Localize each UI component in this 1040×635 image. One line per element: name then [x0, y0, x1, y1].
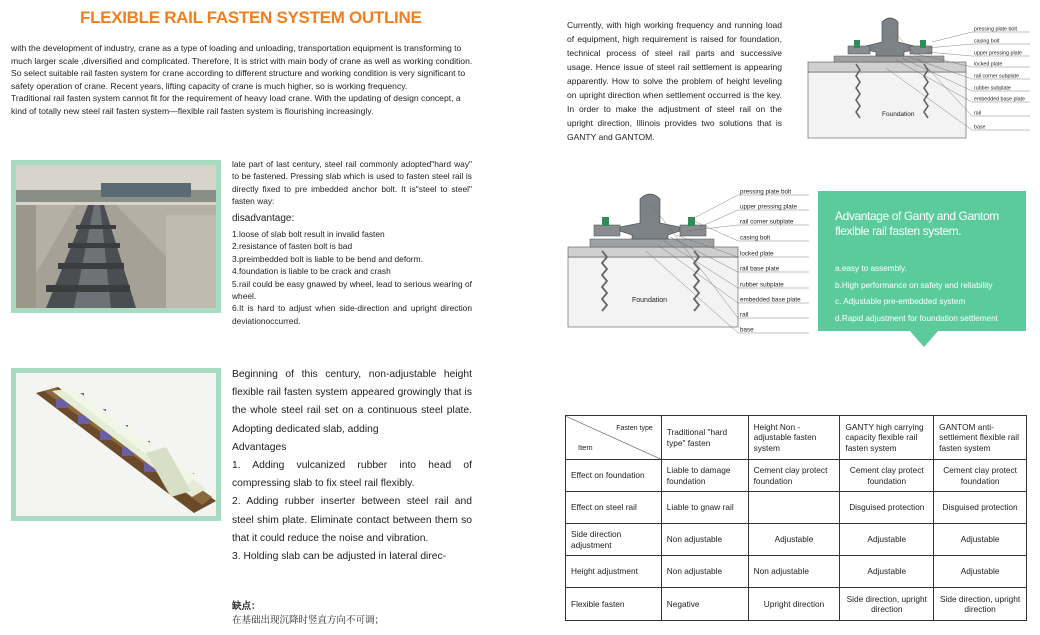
table-cell: Cement clay protect foundation: [840, 460, 934, 492]
diagram2-label: rubber subplate: [740, 281, 784, 289]
disadvantage-item: 4.foundation is liable to be crack and crash: [232, 266, 391, 277]
non-adjustable-intro: Beginning of this century, non-adjustable height flexible rail fasten system appeared growingly that is the whole steel rail set on a continuous steel plate. Adopting dedicated slab, adding: [232, 369, 472, 435]
corner-fasten-type: Fasten type: [616, 425, 653, 432]
column-header: GANTY high carrying capacity flexible rail fasten system: [840, 416, 934, 460]
disadvantage-title: disadvantage:: [232, 212, 295, 224]
table-cell: Adjustable: [840, 524, 934, 556]
diagram1-label: casing bolt: [974, 38, 1000, 45]
diagram2-label: pressing plate bolt: [740, 188, 792, 196]
table-cell: Non adjustable: [748, 556, 840, 588]
column-header: GANTOM anti-settlement flexible rail fasten system: [934, 416, 1027, 460]
diagram1-label: pressing plate bolt: [974, 26, 1017, 33]
gantom-cross-section-diagram: [566, 185, 811, 340]
diagram1-label: embedded base plate: [974, 96, 1025, 103]
intro-paragraph-2: Traditional rail fasten system cannot fit for the requirement of heavy load crane. With the updating of design concept, a kind of totally new steel rail fasten system—flexible rail fasten system is flourishing increasingly.: [11, 93, 461, 116]
disadvantage-item: 6.It is hard to adjust when side-direction and upright direction deviationoccurred.: [232, 303, 472, 326]
diagram2-label: casing bolt: [740, 234, 771, 242]
diagram2-label: base: [740, 326, 754, 334]
diagram1-label: upper pressing plate: [974, 50, 1022, 57]
chinese-disadvantage-title: 缺点：: [232, 601, 261, 612]
advantage-item: 2. Adding rubber inserter between steel rail and steel shim plate. Eliminate contact between them so that it could reduce the noise and vibration.: [232, 496, 472, 544]
table-row: [566, 556, 1027, 588]
diagram2-foundation-label: Foundation: [632, 297, 668, 304]
diagram2-label: embedded base plate: [740, 296, 801, 304]
intro-paragraph-1: with the development of industry, crane as a type of loading and unloading, transportation equipment is transforming to much larger scale ,diversified and complicated. Therefore, It is strict with main body of crane as well as working condition. So select suitable rail fasten system for crane according to different structure and working condition is very significant to safety operation of crane. Recent years, lifting capacity of crane is much higher, so is working frequency.: [11, 43, 473, 91]
table-row: [566, 492, 1027, 524]
table-cell: Side direction, upright direction: [840, 588, 934, 621]
hard-way-section: [232, 158, 472, 327]
diagram1-label: rubber subplate: [974, 85, 1011, 92]
advantage-callout-item: a.easy to assembly.: [835, 264, 907, 273]
column-header: Height Non -adjustable fasten system: [748, 416, 840, 460]
hard-way-intro: late part of last century, steel rail commonly adopted"hard way" to be fastened. Pressing slab which is used to fasten steel rail is directly fixed to pre imbedded anchor bolt. It is"steel to steel" fasten way:: [232, 159, 472, 207]
table-cell: Cement clay protect foundation: [934, 460, 1027, 492]
advantage-item: 1. Adding vulcanized rubber into head of compressing slab to fix steel rail flexibly.: [232, 460, 472, 490]
table-row: [566, 524, 1027, 556]
table-corner-cell: [566, 416, 662, 460]
table-cell: Non adjustable: [661, 556, 748, 588]
disadvantage-item: 5.rail could be easy gnawed by wheel, lead to serious wearing of wheel.: [232, 278, 472, 302]
table-cell: Liable to gnaw rail: [661, 492, 748, 524]
advantage-item: 3. Holding slab can be adjusted in lateral direc-: [232, 551, 447, 563]
table-row: [566, 460, 1027, 492]
non-adjustable-section: [232, 366, 472, 566]
advantage-callout-item: d.Rapid adjustment for foundation settlement: [835, 313, 998, 323]
row-item: Flexible fasten: [566, 588, 662, 621]
table-cell: Cement clay protect foundation: [748, 460, 840, 492]
table-cell: [748, 492, 840, 524]
advantage-callout-title: Advantage of Ganty and Gantom flexible rail fasten system.: [835, 209, 999, 238]
diagram1-label: locked plate: [974, 61, 1003, 68]
intro-text: [11, 42, 473, 118]
column-header: Traditional "hard type" fasten: [661, 416, 748, 460]
table-cell: Upright direction: [748, 588, 840, 621]
right-paragraph: Currently, with high working frequency and running load of equipment, high requirement is raised for foundation, technical process of steel rail parts and successive usage. Hence issue of steel rail settlement is appearing apparently. How to solve the problem of height leveling on upright direction when settlement occurred is the key. In order to make the adjustment of steel rail on the upright direction, Illinois provides two solutions that is GANTY and GANTOM.: [567, 20, 782, 142]
chinese-disadvantage-text: 在基础出现沉降时竖直方向不可调；: [232, 615, 385, 626]
disadvantage-item: 3.preimbedded bolt is liable to be bend and deform.: [232, 253, 423, 264]
corner-item: Item: [578, 442, 593, 452]
advantage-callout: [818, 191, 1026, 331]
table-cell: Side direction, upright direction: [934, 588, 1027, 621]
diagram2-label: rail base plate: [740, 265, 780, 273]
diagram2-label: locked plate: [740, 250, 774, 258]
table-cell: Negative: [661, 588, 748, 621]
advantage-callout-item: c. Adjustable pre-embedded system: [835, 297, 966, 306]
table-cell: Adjustable: [934, 524, 1027, 556]
advantage-callout-item: b.High performance on safety and reliability: [835, 280, 993, 290]
table-cell: Non adjustable: [661, 524, 748, 556]
table-cell: Adjustable: [748, 524, 840, 556]
table-cell: Adjustable: [934, 556, 1027, 588]
disadvantage-item: 2.resistance of fasten bolt is bad: [232, 241, 353, 252]
row-item: Height adjustment: [566, 556, 662, 588]
rail-3d-render: [11, 368, 221, 521]
row-item: Effect on steel rail: [566, 492, 662, 524]
ganty-cross-section-diagram: [806, 12, 1032, 140]
table-cell: Disguised protection: [840, 492, 934, 524]
diagram1-label: rail corner subplate: [974, 73, 1020, 80]
diagram2-label: rail: [740, 311, 749, 319]
rail-installation-photo: [11, 160, 221, 313]
table-cell: Liable to damage foundation: [661, 460, 748, 492]
diagram2-label: rail corner subplate: [740, 218, 794, 226]
diagram1-label: base: [974, 124, 986, 131]
diagram1-foundation-label: Foundation: [882, 111, 915, 118]
diagram2-label: upper pressing plate: [740, 203, 798, 211]
page-title: FLEXIBLE RAIL FASTEN SYSTEM OUTLINE: [80, 8, 422, 27]
disadvantage-item: 1.loose of slab bolt result in invalid fasten: [232, 229, 385, 240]
row-item: Effect on foundation: [566, 460, 662, 492]
row-item: Side direction adjustment: [566, 524, 662, 556]
diagram1-label: rail: [974, 110, 982, 117]
advantages-title: Advantages: [232, 441, 287, 453]
comparison-table: [565, 415, 1027, 621]
table-row: [566, 588, 1027, 621]
table-cell: Adjustable: [840, 556, 934, 588]
table-cell: Disguised protection: [934, 492, 1027, 524]
table-header-row: [566, 416, 1027, 460]
